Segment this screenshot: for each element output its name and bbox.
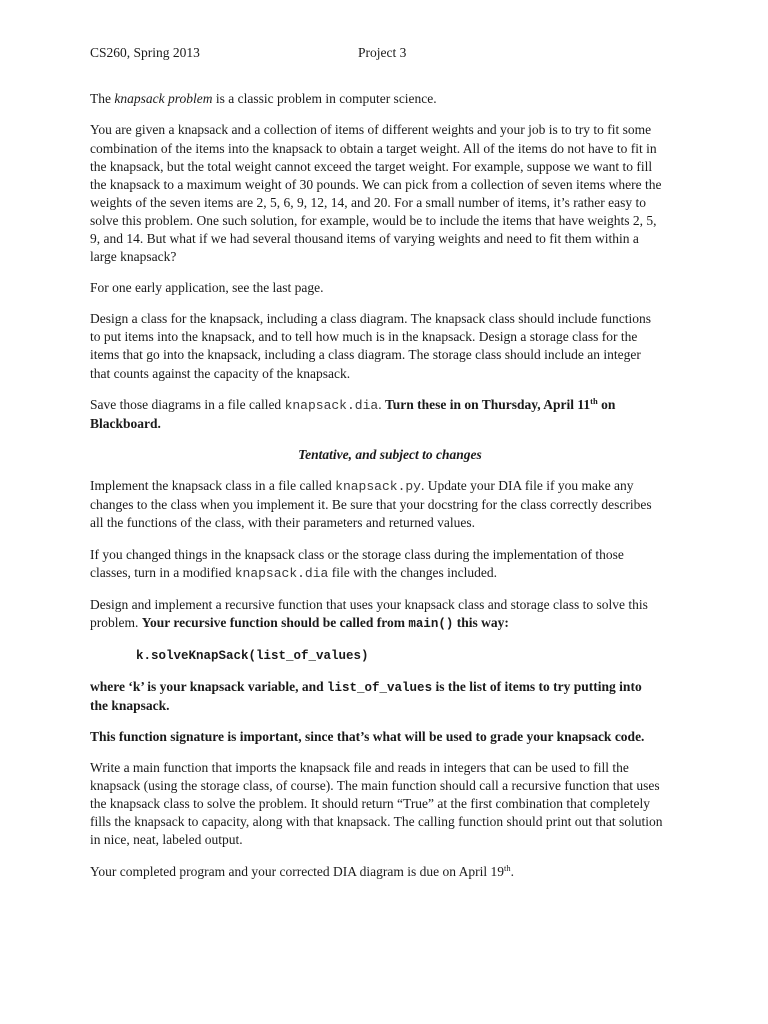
main-function-line: the knapsack class to solve the problem. It should return “True” at the first combination that completely [90,796,650,811]
save-line [90,415,690,433]
signature-paragraph [90,728,690,746]
signature-text: This function signature is important, since that’s what will be used to grade your knapsack code. [90,729,645,744]
save-line [90,396,690,415]
main-function-line: knapsack (using the storage class, of course). The main function should call a recursive function that uses [90,777,660,793]
intro-prefix: The [90,91,115,106]
project-label: Project 3 [358,45,407,60]
recursive-bold-prefix: Your recursive function should be called from [141,615,409,630]
recursive-line [90,614,690,633]
main-function-line: fills the knapsack to capacity, along with that knapsack. The calling function should print out that solution [90,814,663,829]
implement-line: changes to the class when you implement it. Be sure that your docstring for the class correctly describes [90,496,652,512]
turn-in-location: Blackboard. [90,416,161,431]
description-line: solve this problem. One such solution, for example, would be to include the items that have weights 2, 5, [90,212,657,228]
design-line: to put items into the knapsack, and to tell how much is in the knapsack. Design a storage class for the [90,329,638,344]
design-line: items that go into the knapsack, including a class diagram. The storage class should include an integer [90,347,641,362]
intro-term: knapsack problem [114,91,213,106]
recursive-line: Design and implement a recursive function that uses your knapsack class and storage class to solve this [90,596,648,612]
main-function-line: in nice, neat, labeled output. [90,832,243,847]
implement-suffix: . Update your DIA file if you make any [420,478,634,493]
design-line: Design a class for the knapsack, including a class diagram. The knapsack class should include functions [90,311,651,326]
changed-suffix: file with the changes included. [328,565,498,580]
intro-suffix: is a classic problem in computer science. [212,91,437,106]
function-call-code: k.solveKnapSack(list_of_values) [136,649,369,663]
due-suffix: . [510,863,515,879]
implement-line: all the functions of the class, with their parameters and returned values. [90,514,475,530]
course-label: CS260, Spring 2013 [90,45,200,60]
tentative-heading [90,446,690,464]
where-prefix: where ‘k’ is your knapsack variable, and [90,679,328,694]
changed-prefix: classes, turn in a modified [90,565,235,580]
main-function-line: Write a main function that imports the knapsack file and reads in integers that can be used to fill the [90,759,629,775]
implement-prefix: Implement the knapsack class in a file called [90,478,336,493]
due-paragraph [90,863,690,881]
description-line: the knapsack to a maximum weight of 30 pounds. We can pick from a collection of seven items where the [90,176,662,192]
design-line: that counts against the capacity of the knapsack. [90,365,351,381]
changed-line [90,564,690,583]
implement-filename: knapsack.py [335,479,421,494]
implement-line [90,477,690,496]
description-line: weights of the seven items are 2, 5, 6, 9, 12, 14, and 20. For a small number of items, it’s rather easy to [90,194,647,210]
where-suffix: is the list of items to try putting into [432,679,642,694]
where-line-2: the knapsack. [90,697,170,713]
description-line: combination of the items into the knapsack to obtain a target weight. All of the items do not have to fit in [90,140,657,156]
description-line: the knapsack, but the total weight cannot exceed the target weight. For example, suppose we want to fill [90,158,653,174]
turn-in-on: on [597,397,616,412]
changed-line: If you changed things in the knapsack class or the storage class during the implementation of those [90,546,624,562]
application-paragraph: For one early application, see the last page. [90,280,324,295]
intro-paragraph [90,90,690,108]
due-prefix: Your completed program and your corrected DIA diagram is due on April 19 [90,863,505,879]
save-filename: knapsack.dia [284,398,379,413]
save-prefix: Save those diagrams in a file called [90,397,285,412]
save-period: . [378,397,385,412]
where-line [90,697,690,715]
description-line: You are given a knapsack and a collection of items of different weights and your job is to try to fit some [90,122,652,137]
recursive-prefix: problem. [90,615,142,630]
changed-filename: knapsack.dia [234,566,329,581]
turn-in-text: Turn these in on Thursday, April 11 [384,397,591,412]
turn-in-deadline [385,397,615,412]
description-line: 9, and 14. But what if we had several thousand items of varying weights and need to fit them within a [90,230,639,246]
main-function-name: main() [408,617,454,631]
where-variable: list_of_values [327,681,433,695]
tentative-text: Tentative, and subject to changes [298,447,482,462]
where-line [90,678,690,697]
turn-in-superscript: th [590,396,598,406]
page-header [90,44,690,64]
recursive-bold-suffix: this way: [453,615,509,630]
due-superscript: th [504,862,511,873]
description-line: large knapsack? [90,248,177,264]
